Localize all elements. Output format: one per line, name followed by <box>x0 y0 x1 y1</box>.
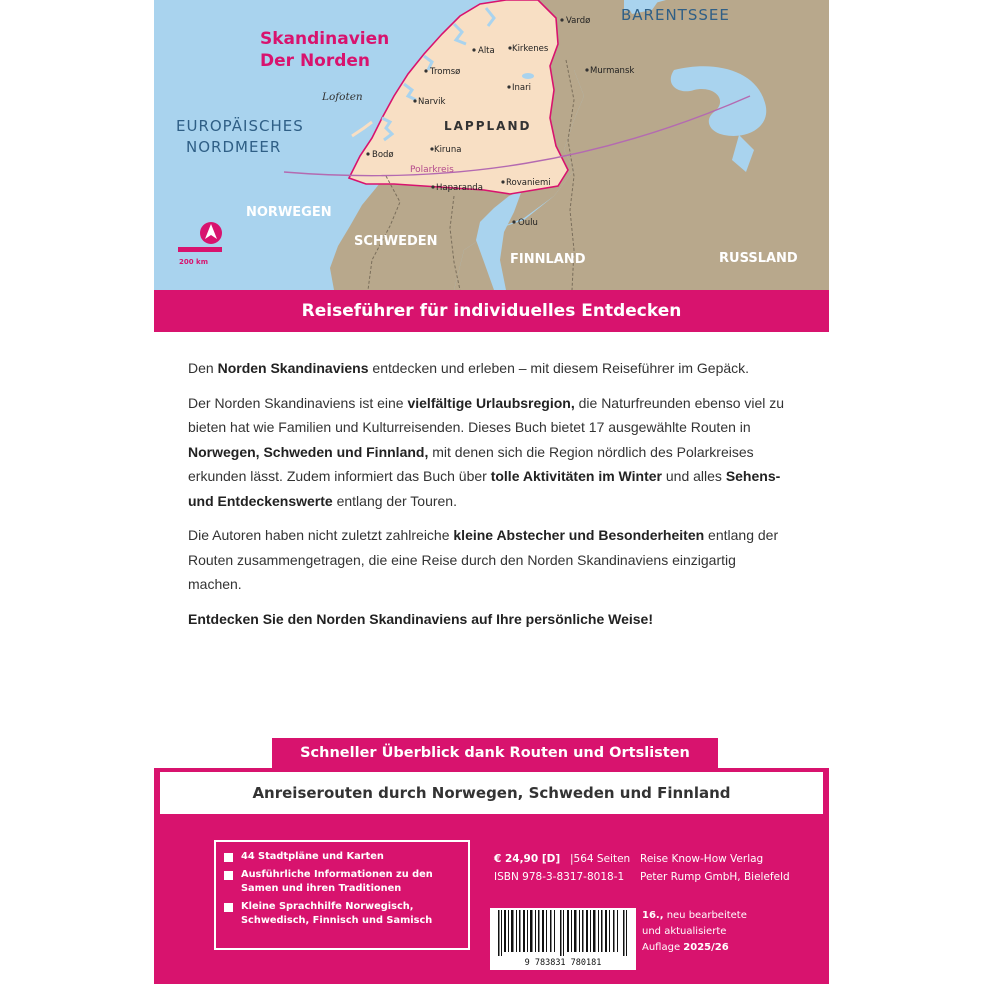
overview-banner: Schneller Überblick dank Routen und Ortslisten <box>272 738 718 768</box>
feature-item: Ausführliche Informationen zu den Samen und ihren Traditionen <box>222 868 462 896</box>
checkbox-icon <box>224 903 233 912</box>
city-bodo: Bodø <box>372 150 394 160</box>
barcode-digits: 9 783831 780181 <box>524 958 602 968</box>
description <box>188 356 788 641</box>
price-info <box>494 850 814 886</box>
city-inari: Inari <box>512 83 531 93</box>
description-p1: Den Norden Skandinaviens entdecken und erleben – mit diesem Reiseführer im Gepäck. <box>188 360 750 376</box>
isbn: ISBN 978-3-8317-8018-1 <box>494 871 625 883</box>
city-oulu: Oulu <box>518 218 538 228</box>
checkbox-icon <box>224 871 233 880</box>
label-polarkreis: Polarkreis <box>410 165 454 175</box>
city-rovaniemi: Rovaniemi <box>506 178 551 188</box>
feature-item: Kleine Sprachhilfe Norwegisch, Schwedisch, Finnisch und Samisch <box>222 900 462 928</box>
region-label-lappland: LAPPLAND <box>444 119 532 133</box>
sea-label-barentssee: BARENTSSEE <box>621 6 730 24</box>
map-title-line1: Skandinavien <box>260 29 390 49</box>
map-graphic <box>154 0 829 290</box>
city-murmansk: Murmansk <box>590 66 635 76</box>
city-narvik: Narvik <box>418 97 446 107</box>
map <box>154 0 829 290</box>
edition-info: 16., neu bearbeitete und aktualisierte Auflage 2025/26 <box>642 910 747 953</box>
city-alta: Alta <box>478 46 495 56</box>
city-tromso: Tromsø <box>430 67 461 77</box>
city-vardo: Vardø <box>566 16 591 26</box>
book-back-cover <box>154 0 829 984</box>
country-label-finnland: FINNLAND <box>510 252 586 267</box>
publisher-line2: Peter Rump GmbH, Bielefeld <box>640 871 790 883</box>
city-haparanda: Haparanda <box>436 183 483 193</box>
checkbox-icon <box>224 853 233 862</box>
country-label-norwegen: NORWEGEN <box>246 205 332 220</box>
city-kirkenes: Kirkenes <box>512 44 549 54</box>
description-p3: Die Autoren haben nicht zuletzt zahlreiche kleine Abstecher und Besonderheiten entlang der Routen zusammengetragen, die eine Reise durch den Norden Skandinaviens einzigartig machen. <box>188 527 779 592</box>
compass-icon <box>200 222 222 244</box>
scale-bar <box>178 247 222 252</box>
feature-item: 44 Stadtpläne und Karten <box>222 850 462 864</box>
tagline-banner: Reiseführer für individuelles Entdecken <box>154 290 829 332</box>
map-title-line2: Der Norden <box>260 51 371 71</box>
description-p2: Der Norden Skandinaviens ist eine vielfältige Urlaubsregion, die Naturfreunden ebenso viel zu bieten hat wie Familien und Kulturreisenden. Dieses Buch bietet 17 ausgewählte Routen in Norwegen, Schweden und Finnland, mit denen sich die Region nördlich des Polarkreises erkunden lässt. Zudem informiert das Buch über tolle Aktivitäten im Winter und alles Sehens- und Entdeckenswerte entlang der Touren. <box>188 394 785 509</box>
country-label-schweden: SCHWEDEN <box>354 234 438 249</box>
features-box <box>214 840 470 950</box>
label-lofoten: Lofoten <box>322 91 363 103</box>
barcode-bars <box>490 908 636 958</box>
sea-label-europaeisches: EUROPÄISCHES <box>176 117 304 135</box>
city-kiruna: Kiruna <box>434 145 462 155</box>
scale-label: 200 km <box>179 258 208 266</box>
publisher-line1: Reise Know-How Verlag <box>640 853 764 865</box>
barcode <box>490 908 636 970</box>
price: € 24,90 [D] <box>494 853 561 865</box>
country-label-russland: RUSSLAND <box>719 251 798 266</box>
description-p4: Entdecken Sie den Norden Skandinaviens auf Ihre persönliche Weise! <box>188 610 653 627</box>
page-count: |564 Seiten <box>570 853 631 865</box>
sea-label-nordmeer: NORDMEER <box>186 138 282 156</box>
routes-box: Anreiserouten durch Norwegen, Schweden und Finnland <box>160 772 823 814</box>
